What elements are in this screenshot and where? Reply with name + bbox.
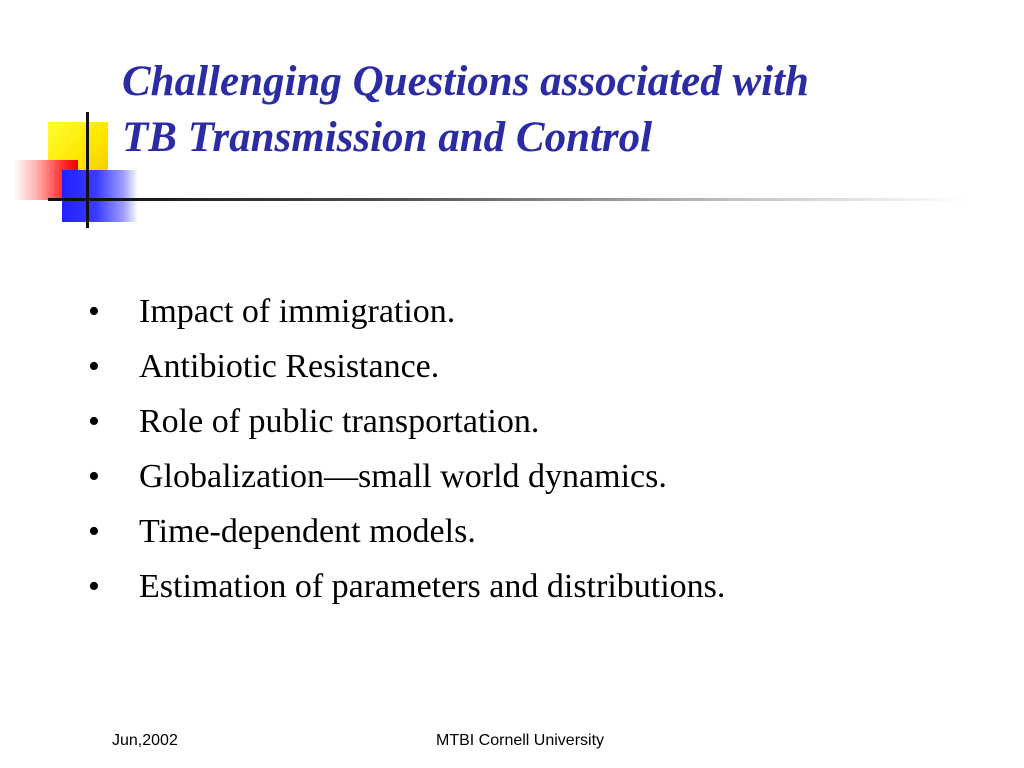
bullet-icon: • bbox=[88, 568, 100, 605]
bullet-item bbox=[86, 559, 986, 614]
bullet-text: Estimation of parameters and distributions. bbox=[139, 568, 726, 605]
bullet-item bbox=[86, 284, 986, 339]
bullet-icon: • bbox=[88, 513, 100, 550]
bullet-item bbox=[86, 504, 986, 559]
bullet-item bbox=[86, 394, 986, 449]
bullet-text: Impact of immigration. bbox=[139, 293, 456, 330]
bullet-icon: • bbox=[88, 293, 100, 330]
bullet-item bbox=[86, 339, 986, 394]
title-underline bbox=[110, 198, 970, 201]
bullet-icon: • bbox=[88, 458, 100, 495]
slide-title-line-1: Challenging Questions associated with bbox=[122, 58, 809, 105]
bullet-item bbox=[86, 449, 986, 504]
bullet-text: Antibiotic Resistance. bbox=[139, 348, 440, 385]
bullet-icon: • bbox=[88, 403, 100, 440]
bullet-icon: • bbox=[88, 348, 100, 385]
bullet-list bbox=[86, 284, 986, 614]
blue-square-decoration bbox=[62, 170, 138, 222]
slide-title bbox=[122, 54, 1002, 166]
bullet-text: Role of public transportation. bbox=[139, 403, 540, 440]
slide-title-line-2: TB Transmission and Control bbox=[122, 114, 653, 161]
bullet-text: Time-dependent models. bbox=[139, 513, 476, 550]
bullet-text: Globalization—small world dynamics. bbox=[139, 458, 667, 495]
logo-vertical-line bbox=[86, 112, 89, 228]
footer-organization: MTBI Cornell University bbox=[436, 732, 605, 749]
footer-date: Jun,2002 bbox=[112, 732, 178, 749]
